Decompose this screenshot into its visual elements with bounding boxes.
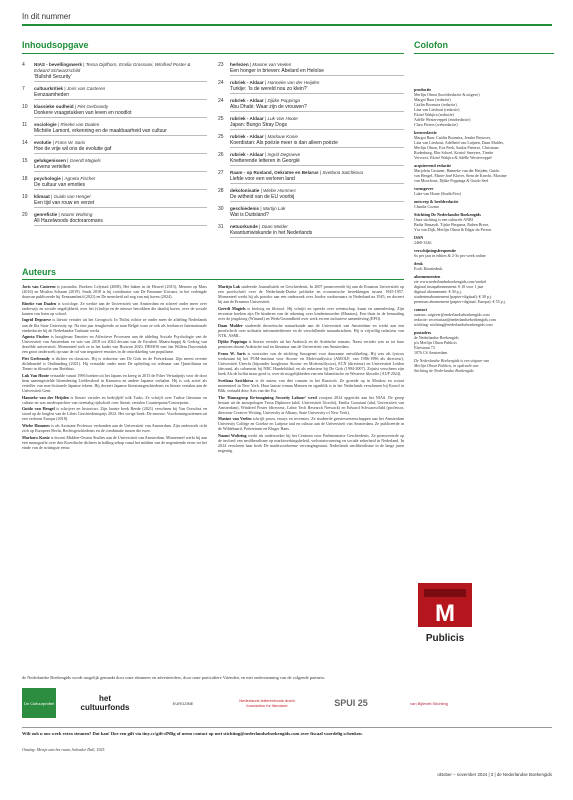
colophon-line: Lina van Lieshout (redactie) bbox=[414, 107, 460, 112]
toc-author: Piet Gerbrandy bbox=[77, 104, 109, 109]
sponsor-logo[interactable] bbox=[400, 688, 458, 718]
toc-section-name: klassieke oudheid bbox=[34, 104, 74, 109]
colophon-line: 1076 CS Amsterdam bbox=[414, 350, 448, 355]
colophon-line: Onze stichting is een culturele ANBI bbox=[414, 217, 473, 222]
colophon-line: Badia Ibnzaydi, Tijske Bergsma, Ruben Brave, bbox=[414, 222, 490, 227]
toc-title: Michèle Lamont, erkenning en de maakbaarheid van cultuur bbox=[34, 128, 207, 136]
colophon-line: Margot Baar, Caitlin Boonstra, Jenske Brouwer, bbox=[414, 135, 491, 140]
toc-section-name: klimaat bbox=[34, 194, 50, 199]
cover-credit: Omslag: Meisje aan het raam, Salvador Dalí, 1925. bbox=[22, 747, 106, 752]
toc-section-name: genrefictie bbox=[34, 212, 58, 217]
toc-item[interactable] bbox=[218, 170, 404, 184]
toc-section-name: cultuurkritiek bbox=[34, 86, 64, 91]
toc-author: Wiebe Hommes bbox=[263, 188, 296, 193]
toc-entry bbox=[230, 62, 404, 76]
toc-title: Donkere vraagstukken van leven en noodlot bbox=[34, 110, 207, 118]
toc-author: Tessa Dipfhorn, Emilia Grassiani, Winifred Poster & Edward Schwarzschild bbox=[34, 62, 191, 73]
sponsor-name: SPUI 25 bbox=[334, 698, 368, 708]
toc-author: Djûke Poppinga bbox=[267, 98, 300, 103]
toc-title: De witheid van de EU voorbij bbox=[230, 194, 404, 202]
colophon-line: premium abonnement (papier+digitaal, Europa): € 55 p.j. bbox=[414, 299, 506, 304]
author-text: is sociologe. Ze werkte aan de Universiteit van Amsterdam en schreef onder meer over onderwijs en sociale ongelijkheid, over het (v)rolijn en de nieuwe betrokken die daarbij horen, over de sociale kanten van leren op school. bbox=[22, 300, 207, 316]
toc-item[interactable] bbox=[218, 152, 404, 166]
toc-author: Joris van Casteren bbox=[66, 86, 106, 91]
author-name: The ‘Bumagrosp Re-imagining Security Labour’ werd bbox=[218, 394, 317, 400]
author-bio bbox=[218, 351, 404, 376]
author-bio bbox=[218, 323, 404, 338]
author-text: is hoogleraar Emoties en Affectieve Processen aan de afdeling Sociale Psychologie van de Universiteit van Amsterdam en was van 2018 tot 2024 decaan van de Faculteit Maatschappij & Gedrag van dezelfde universiteit. Momenteel stelt ze in het kader van Horizon 2020, DEMOS met Jan Willem Duyvendak een groot onderzoek op naar de rol van negatieve emoties in de ontwikkeling van populisme. bbox=[22, 334, 207, 355]
colophon-line: Lina van Lieshout, Adelheid van Luijnen, Daan Mulder, bbox=[414, 140, 504, 145]
toc-section-name: evolutie bbox=[34, 140, 52, 145]
toc-entry bbox=[230, 134, 404, 148]
toc-page-number: 10 bbox=[22, 104, 28, 110]
toc-title: Turkije: ‘Is de wereld nou zo klein?’ bbox=[230, 86, 404, 94]
author-text: is literair vertaler en bedrijfjelf tolk Turks. Ze schrijft over Turkse literatuur en cultuur en was medeoprichter van tweetalig tijdschrift over literair vertalen Counterpoint/Contrepoint. bbox=[22, 394, 207, 405]
colophon-heading: contact bbox=[414, 307, 428, 312]
toc-page-number: 11 bbox=[22, 122, 28, 128]
toc-entry bbox=[230, 188, 404, 202]
toc-author: Frans W. Saris bbox=[55, 140, 86, 145]
toc-item[interactable] bbox=[22, 212, 207, 226]
toc-section: evolutie | Frans W. Saris bbox=[34, 140, 86, 145]
colophon-heading: Colofon bbox=[414, 40, 448, 50]
toc-section: gelukgenissen | Geerdt Magiels bbox=[34, 158, 101, 163]
toc-author: Marlouw Konie bbox=[267, 134, 298, 139]
author-name: Rineke van Daalen bbox=[22, 300, 57, 306]
colophon-line: Merlijn Olnon Publicis, in opdracht van bbox=[414, 363, 479, 368]
toc-item[interactable] bbox=[22, 140, 207, 154]
toc-page-number: 14 bbox=[22, 140, 28, 146]
colophon-line: Vervoort, Eloisé Wakjira & Adèlle Westerveppel bbox=[414, 155, 492, 160]
colophon-line: van Moorfront, Djûke Poppinga & Guido Seel bbox=[414, 178, 489, 183]
author-name: Daan Mulder bbox=[218, 322, 243, 328]
toc-page-number: 25 bbox=[218, 116, 224, 122]
toc-section: NIAS - bevellingswerk | Tessa Dipfhorn, Emilia Grassiani, Winifred Poster & Edward Schwarzschild bbox=[34, 62, 191, 73]
toc-page-number: 18 bbox=[22, 176, 28, 182]
colophon-line: De Nederlandse Boekengids is een uitgave van bbox=[414, 358, 490, 363]
colophon-rule bbox=[414, 53, 554, 54]
toc-section: rubriek - Aldaar | Ingrid Degraeve bbox=[230, 152, 301, 157]
toc-author: Maxine van Veelen bbox=[252, 62, 292, 67]
sponsor-name: het cultuurfonds bbox=[80, 694, 130, 712]
toc-page-number: 27 bbox=[218, 170, 224, 176]
toc-author: Martijn Lak bbox=[262, 206, 286, 211]
sponsor-logo[interactable] bbox=[154, 688, 212, 718]
author-text: werkt als onderzoeker bij het Centrum voor Parlementaire Geschiedenis. Ze promoveerde op de invloed van neoliberalisme op marktwerkingsbeleid, welvaartsvorming en sociale zekerheid in Nederland. In 2024 verscheen haar boek De marktvoorhoeme vervangingsstaat. Nederlands neoliberalisme in de lange jaren negentig. bbox=[218, 433, 404, 454]
toc-section-name: rubriek - Aldaar bbox=[230, 80, 264, 85]
author-bio bbox=[22, 395, 207, 405]
toc-right-column bbox=[218, 62, 404, 242]
toc-item[interactable] bbox=[22, 194, 207, 208]
toc-item[interactable] bbox=[22, 86, 207, 100]
author-name: Ingrid Degraeve bbox=[22, 317, 51, 323]
toc-entry bbox=[230, 80, 404, 94]
toc-section-name: rubriek - Aldaar bbox=[230, 98, 264, 103]
toc-item[interactable] bbox=[218, 62, 404, 76]
author-name: Luk Van Houte bbox=[22, 372, 49, 378]
toc-item[interactable] bbox=[22, 104, 207, 118]
toc-item[interactable] bbox=[218, 80, 404, 94]
toc-entry bbox=[230, 206, 404, 220]
sponsor-logo[interactable] bbox=[22, 688, 56, 718]
authors-rule bbox=[22, 279, 404, 280]
author-bio bbox=[22, 373, 207, 393]
author-text: is literair vertaler uit het Georgisch. In Tbilisi richtte ze onder meer de afdeling Nederlands aan de Ilia State University op. Na tien jaar terugkeerde ze naar België waar ze ook als freelancer Internationale eindredactie bij de Nederlandse Taalunie werkt. bbox=[22, 317, 207, 333]
authors-heading: Auteurs bbox=[22, 267, 57, 277]
toc-entry bbox=[34, 212, 207, 226]
toc-entry bbox=[230, 224, 404, 238]
toc-title: Levens vertellen bbox=[34, 164, 207, 172]
publicis-logo bbox=[418, 583, 472, 653]
toc-item[interactable] bbox=[22, 62, 207, 82]
logo-initial: M bbox=[435, 600, 455, 627]
author-bio bbox=[218, 433, 404, 453]
toc-entry bbox=[34, 86, 207, 100]
sponsor-name: van Bijlevelt Stichting bbox=[410, 700, 448, 706]
sponsor-logo[interactable] bbox=[232, 688, 302, 718]
colophon-line: Eloisé Wakjira (redactie) bbox=[414, 112, 454, 117]
toc-page-number: 7 bbox=[22, 86, 25, 92]
sponsor-name: EUROZINE bbox=[172, 700, 194, 706]
author-bio bbox=[22, 317, 207, 332]
colophon-line: Adèlle Westerveppel (eindredactie) bbox=[414, 117, 471, 122]
author-bio bbox=[218, 395, 404, 415]
toc-page-number: 24 bbox=[218, 80, 224, 86]
toc-title: Japan: Bungo Stray Dogs bbox=[230, 122, 404, 130]
colophon-heading: ontwerp & beeldredactie bbox=[414, 199, 459, 204]
toc-section: sociologie | Rineke van Daalen bbox=[34, 122, 100, 127]
toc-section-name: rubriek - Aldaar bbox=[230, 116, 264, 121]
toc-section-name: Raam - op Rusland, Oekraïne en Belarus bbox=[230, 170, 319, 175]
author-name: Svetlana Satchkova bbox=[218, 377, 254, 383]
toc-author: Rineke van Daalen bbox=[60, 122, 100, 127]
toc-section: klassieke oudheid | Piet Gerbrandy bbox=[34, 104, 109, 109]
toc-author: Guido van Hengel bbox=[53, 194, 91, 199]
toc-section-name: psychologie bbox=[34, 176, 61, 181]
colophon-line: Rodenburg, Elin Schoel, Kristof Smeyers, Tineke bbox=[414, 150, 494, 155]
author-text: schrijft proza, essays en recensies. Ze studeerde geesteswetenschappen aan het Amsterdam University College en Griekse en Latijnse taal en cultuur aan de Universiteit van Amsterdam. Ze publiceerde in de Wildebaard, Poëzietrant en Kluger Hans. bbox=[218, 416, 404, 432]
toc-author: Hanneke van der Heijden bbox=[267, 80, 320, 85]
colophon-line: Marjolein Castaner, Hanneke van der Heijden, Guido bbox=[414, 168, 500, 173]
toc-section-name: sociologie bbox=[34, 122, 57, 127]
author-text: is de auteur van drie romans in het Russisch. Ze groeide op in Moskou en woont momenteel in New York. Haar laatste roman Mensen en ogenblik is in het Nederlands verschenen bij Koord in Blik, vertaald door Aris van der Est. bbox=[218, 377, 404, 393]
toc-section-name: geschiedenis bbox=[230, 206, 260, 211]
toc-author: Naomi Woltring bbox=[60, 212, 93, 217]
sponsor-line: de Nederlandse Boekengids wordt mogelijk gemaakt door onze abonnees en adverteerders, door onze particuliere Vrienden, en met ondersteuning van de volgende partners: bbox=[22, 675, 326, 680]
toc-author: Svetlana Satchkova bbox=[322, 170, 363, 175]
toc-author: Geerdt Magiels bbox=[69, 158, 101, 163]
toc-page-number: 30 bbox=[218, 206, 224, 212]
author-bio bbox=[22, 301, 207, 316]
toc-page-number: 31 bbox=[218, 224, 224, 230]
toc-title: Koerdistan: Als poëzie meer is dan alleen poëzie bbox=[230, 140, 404, 148]
toc-entry bbox=[34, 158, 207, 172]
sponsor-name: Nederlands letterenfonds dutch foundation for literature bbox=[239, 698, 295, 708]
author-text: is journalist. Boeken: Lelystad (2008), Het baken in de Heuvel (2015), Mensen op Mars (2016) en Moslim Schaam (2019). Sinds 2018 is hij coördinator van De Eenzame Uitvaart, in het verlengde daarvan publiceerde hij Eenzaamheid (2021) en De mensheid zal nog van mij horen (2024). bbox=[22, 284, 207, 300]
colophon-line[interactable]: redactie: secretariaat@nederlandseboekengids.com bbox=[414, 317, 496, 322]
colophon-line: Claudia Cozma bbox=[414, 204, 439, 209]
author-name: Marlouw Konie bbox=[22, 434, 50, 440]
toc-page-number: 26 bbox=[218, 152, 224, 158]
toc-author: Agneta Fischer bbox=[64, 176, 96, 181]
author-name: Martijn Lak bbox=[218, 284, 241, 289]
colophon-line: 2468-3326 bbox=[414, 240, 432, 245]
authors-left-column bbox=[22, 284, 207, 451]
toc-page-number: 19 bbox=[22, 194, 28, 200]
toc-title: Knetterende letteren in Georgië bbox=[230, 158, 404, 166]
author-name: Wiebe Hommes bbox=[22, 422, 50, 428]
toc-page-number: 15 bbox=[22, 158, 28, 164]
author-text: voorjaar 2024 opgericht aan het NIAS. De groep bestaat uit de antropologen Tessa Diphoorn (ubd, Universiteit Utrecht), Emilia Grassiani (uhd, Universiteit van Amsterdam), Winifred Poster (directeur, Labor Tech Research Network) en Edward Schwarzschild (professor, directeur Creative Writing, University at Albany, State University of New York). bbox=[218, 394, 404, 415]
toc-section: netuurkunde | Daan Mulder bbox=[230, 224, 288, 229]
colophon-line: Ecoli Rotatiedruk bbox=[414, 266, 443, 271]
toc-author: Ingrid Degraeve bbox=[267, 152, 301, 157]
toc-section: rubriek - Aldaar | Marlouw Konie bbox=[230, 134, 298, 139]
colophon-line[interactable]: auteurs: uitgever@nederlandseboekengids.com bbox=[414, 312, 490, 317]
author-bio bbox=[22, 406, 207, 421]
sponsor-logo[interactable] bbox=[76, 688, 134, 718]
author-bio bbox=[22, 356, 207, 371]
author-bio bbox=[22, 334, 207, 354]
author-name: Frans W. Saris bbox=[218, 350, 246, 356]
colophon-heading: acquirerend redactie bbox=[414, 163, 452, 168]
sponsor-logos bbox=[22, 686, 552, 720]
colophon-line: studentenabonnement (papier+digitaal): € 30 p.j. bbox=[414, 294, 493, 299]
author-text: studeerde theoretische natuurkunde aan de Universiteit van Amsterdam en werkt aan een proefschrift over utilisatie informatietheorie en de verschillende natuurkrachten. Hij is vrijwillig redacteur van NTK, ASML. bbox=[218, 322, 404, 338]
toc-section: cultuurkritiek | Joris van Casteren bbox=[34, 86, 106, 91]
toc-entry bbox=[34, 62, 207, 82]
toc-author: Daan Mulder bbox=[261, 224, 288, 229]
colophon-heading: vormgever bbox=[414, 186, 434, 191]
colophon-line[interactable]: stichting: stichting@nederlandseboekengids.com bbox=[414, 322, 493, 327]
toc-left-column bbox=[22, 62, 207, 230]
toc-section: psychologie | Agneta Fischer bbox=[34, 176, 96, 181]
logo-name: Publicis bbox=[425, 633, 465, 644]
toc-item[interactable] bbox=[218, 116, 404, 130]
toc-title: Liefde voor een verloren land bbox=[230, 176, 404, 184]
colophon-line: Margot Baar (redactie) bbox=[414, 97, 451, 102]
toc-section-name: rubriek - Aldaar bbox=[230, 152, 264, 157]
toc-section: klimaat | Guido van Hengel bbox=[34, 194, 91, 199]
author-text: is docent Midden-Oosten Studies aan de Universiteit van Amsterdam. Momenteel werkt hij aan een monografie over drie Koerdische dichters in balling sebap vanaf het midden van de negentiende eeuw tot het einde van de twintigste eeuw. bbox=[22, 434, 207, 450]
author-text: is schrijver en historicus. Zijn laatste boek Reede (2021) verscheen bij Van Oorschot en stond op de longlist van de Libris Geschiedenisprijs 2022. Het vorige boek: De sneeuw: Voorkomingsstiemen uit een verloren Europa (2018). bbox=[22, 406, 207, 422]
colophon-line: van Hengel, Marie-José Klaver, Siem de Knecht, Maxime bbox=[414, 173, 507, 178]
author-name: Joris van Casteren bbox=[22, 284, 56, 289]
authors-right-column bbox=[218, 284, 404, 455]
toc-section: geschiedenis | Martijn Lak bbox=[230, 206, 286, 211]
author-name: Naomi Woltring bbox=[218, 433, 247, 439]
author-name: Maxine van Veelen bbox=[218, 416, 252, 422]
toc-item[interactable] bbox=[218, 188, 404, 202]
toc-entry bbox=[230, 116, 404, 130]
colophon-line: Clara Pieters (webredactie) bbox=[414, 122, 458, 127]
page-footer: oktober – november 2024 | 3 | de Nederlandse Boekengids bbox=[437, 772, 552, 777]
author-bio bbox=[218, 339, 404, 349]
colophon-heading: Stichting De Nederlandse Boekengids bbox=[414, 212, 481, 217]
sponsor-logo[interactable] bbox=[322, 688, 380, 718]
author-bio bbox=[218, 416, 404, 431]
colophon-line: de Nederlandse Boekengids bbox=[414, 335, 459, 340]
toc-section-name: dekolonisatie bbox=[230, 188, 260, 193]
colophon-line: Caitlin Boonstra (redactie) bbox=[414, 102, 457, 107]
colophon-line: p/a Merlijn Olnon Publicis bbox=[414, 340, 457, 345]
author-bio bbox=[218, 306, 404, 321]
colophon-heading: druk bbox=[414, 261, 423, 266]
author-bio bbox=[22, 423, 207, 433]
author-text: is literair vertaler uit het Arabisch en de Arabische romans. Naast vertaler was ze tot haar pensioen docent Arabische taal en literatuur aan de Universiteit van Amsterdam. bbox=[218, 339, 404, 350]
colophon-line: digitaal abonnement: € 30 p.j. bbox=[414, 289, 462, 294]
colophon-line: Elzestraat 73 bbox=[414, 345, 435, 350]
colophon bbox=[414, 84, 554, 373]
colophon-heading: productie bbox=[414, 87, 432, 92]
toc-title: Een tijd van rouw en verzet bbox=[34, 200, 207, 208]
sponsor-name: De Cultuurprofiel bbox=[23, 700, 54, 706]
author-bio bbox=[22, 435, 207, 450]
toc-page-number: 4 bbox=[22, 62, 25, 68]
author-name: Agneta Fischer bbox=[22, 334, 50, 340]
author-name: Guido van Hengel bbox=[22, 406, 55, 412]
colophon-line: Merlijn Olnon, Eva Peek, Saskia Pieterse, Christiaan bbox=[414, 145, 499, 150]
donation-call: Wilt ook u ons werk extra steunen? Dat kan! Doe een gift via tiny.cc/gift-dNBg of neem contact op met stichting@nederlandseboekengids.com over fiscaal voordelig schenken. bbox=[22, 731, 363, 736]
toc-section: rubriek - Aldaar | Luk Van Houte bbox=[230, 116, 298, 121]
toc-title: Wat is Duitsland? bbox=[230, 212, 404, 220]
author-bio bbox=[218, 378, 404, 393]
colophon-line: 6x per jaar in edities & 2-3x per week online bbox=[414, 253, 486, 258]
colophon-line: Luke van Houte (StudioVers) bbox=[414, 191, 461, 196]
toc-item[interactable] bbox=[218, 224, 404, 238]
toc-entry bbox=[34, 194, 207, 208]
author-text: is voorzitter van de stichting Saxogenet voor duurzame ontwikkeling. Hij was als fysicus werkzaam bij het FOM-instituut voor Atoom- en Molecuulfysica (AMOLF; van 1986-1996 als directeur), Universiteit Utrecht (bijzonder hoogleraar Atoom- en Molecuulfysica), ECN (directeur) en Universiteit Leiden (decaan), als columnist bij NRC Handelsblad, en als redacteur bij De Gids (1994-2007). Zojuist verscheen zijn boek Als de hoflui maar goed is, over de mogelijkheden van een Islamitische en Westerse filosofie (AUP 2024). bbox=[218, 350, 404, 377]
toc-title: ‘Bullshit Security’ bbox=[34, 74, 207, 82]
toc-section: Raam - op Rusland, Oekraïne en Belarus | Svetlana Satchkova bbox=[230, 170, 363, 175]
toc-title: Ali Hazelwoods doctoraromans bbox=[34, 218, 207, 226]
toc-title: Hoe de vrije wil ons de evolutie gaf bbox=[34, 146, 207, 154]
author-name: Hanneke van der Heijden bbox=[22, 394, 69, 400]
colophon-line[interactable]: zie www.nederlandseboekengids.com/winkel bbox=[414, 279, 487, 284]
toc-page-number: 25 bbox=[218, 134, 224, 140]
author-text: is dichter en classicus. Hij is redacteur van De Gids en de Poëziekrant. Zijn meest recente dichtbundel is Ontlinnding (2021). Hij vertaalde onder meer De opleiding tot redenaar van Quintilianus en Timeo in filosofie van Boëthius. bbox=[22, 355, 207, 372]
toc-entry bbox=[34, 176, 207, 190]
colophon-line: Yra van Dijk, Merlijn Olnon & Edgar du Perron bbox=[414, 227, 492, 232]
toc-section-name: NIAS - bevellingswerk bbox=[34, 62, 82, 67]
toc-item[interactable] bbox=[22, 176, 207, 190]
toc-title: Een honger in brieven: Abelard en Heloïse bbox=[230, 68, 404, 76]
toc-page-number: 24 bbox=[218, 98, 224, 104]
author-name: Piet Gerbrandy bbox=[22, 355, 50, 361]
author-bio bbox=[218, 284, 404, 304]
toc-title: Abu Dhabi: Waar zijn de vrouwen? bbox=[230, 104, 404, 112]
colophon-line: Merlijn Olnon (hoofdredactie & uitgave) bbox=[414, 92, 480, 97]
toc-section: rubriek - Aldaar | Djûke Poppinga bbox=[230, 98, 300, 103]
author-text: is bioloog en filosoof. Hij schrijft en spreekt over wetenschap, kunst en samenleving. Zijn recentste boeken zijn De binderen van de rekening over kindermoorden (Mantras), Een thuis in de benauding over de jeugdzorg (Witsand) en Werk/Gezondheid over werk en een inclusieve samenleving (EPO). bbox=[218, 305, 404, 321]
author-text: studeerde Journalistiek en Geschiedenis. In 2007 promoveerde hij aan de Erasmus Universiteit op een proefschrift over de Nederlands-Duitse politieke en economische betrekkingen tussen 1945-1957. Momenteel werkt hij als postdoc aan een onderzoek over Joodse weduwnaars in Nederland na 1945, en doceert hij aan de Erasmus Universiteit. bbox=[218, 284, 404, 305]
toc-section: rubriek - Aldaar | Hanneke van der Heijden bbox=[230, 80, 320, 85]
toc-entry bbox=[34, 140, 207, 154]
author-text: vertaalde vanuit 1996 boeken uit het Japans en kreeg in 2015 de Filter Vertaalprijs voor de door hem samengestelde bloemlezing Liefdesdood in Kamoera en andere Japanse verhalen. Hij is ook actief als verteller van non-fictionele Japanse tekens. Hij doceert Japanse literatuurgeschiedenis en literair vertalen aan de Universiteit Gent. bbox=[22, 372, 207, 393]
author-text: is als Assistant Professor verbonden aan de Universiteit van Amsterdam. Zijn onderzoek richt zich op Europees Recht, Rechtsgeschiedenis en de combinatie tussen die twee. bbox=[22, 422, 208, 433]
toc-page-number: 23 bbox=[218, 62, 224, 68]
author-bio bbox=[22, 284, 207, 299]
colophon-heading: postadres bbox=[414, 330, 432, 335]
toc-author: Luk Van Houte bbox=[267, 116, 298, 121]
toc-section: dekolonisatie | Wiebe Hommes bbox=[230, 188, 296, 193]
toc-section-name: netuurkunde bbox=[230, 224, 258, 229]
page-title: In dit nummer bbox=[22, 12, 71, 21]
toc-page-number: 28 bbox=[218, 188, 224, 194]
toc-entry bbox=[34, 122, 207, 136]
colophon-line: Stichting de Nederlandse Boekengids bbox=[414, 368, 474, 373]
toc-title: De cultuur van emoties bbox=[34, 182, 207, 190]
toc-title: Kwantumwiskunde in het Nederlands bbox=[230, 230, 404, 238]
toc-title: Eenzaamheden bbox=[34, 92, 207, 100]
toc-entry bbox=[230, 170, 404, 184]
toc-section: herlezen | Maxine van Veelen bbox=[230, 62, 292, 67]
colophon-line: digitaal instapabonnement: € 10 voor 1 jaar bbox=[414, 284, 484, 289]
toc-entry bbox=[34, 104, 207, 118]
header-rule bbox=[22, 24, 552, 26]
toc-rule bbox=[22, 53, 404, 54]
bottom-rule bbox=[22, 727, 552, 728]
toc-item[interactable] bbox=[218, 98, 404, 112]
toc-item[interactable] bbox=[218, 206, 404, 220]
colophon-heading: ISSN bbox=[414, 235, 424, 240]
toc-section-name: herlezen bbox=[230, 62, 249, 67]
colophon-heading: verschijningsfrequentie bbox=[414, 248, 457, 253]
colophon-heading: kernredactie bbox=[414, 130, 437, 135]
toc-section-name: rubriek - Aldaar bbox=[230, 134, 264, 139]
toc-item[interactable] bbox=[22, 122, 207, 136]
toc-item[interactable] bbox=[218, 134, 404, 148]
toc-item[interactable] bbox=[22, 158, 207, 172]
author-name: Djûke Poppinga bbox=[218, 339, 247, 345]
toc-page-number: 20 bbox=[22, 212, 28, 218]
toc-section: genrefictie | Naomi Woltring bbox=[34, 212, 93, 217]
author-name: Geerdt Magiels bbox=[218, 305, 246, 311]
toc-section-name: gelukgenissen bbox=[34, 158, 66, 163]
toc-entry bbox=[230, 98, 404, 112]
toc-entry bbox=[230, 152, 404, 166]
colophon-heading: abonnementen bbox=[414, 274, 441, 279]
toc-heading: Inhoudsopgave bbox=[22, 40, 89, 50]
